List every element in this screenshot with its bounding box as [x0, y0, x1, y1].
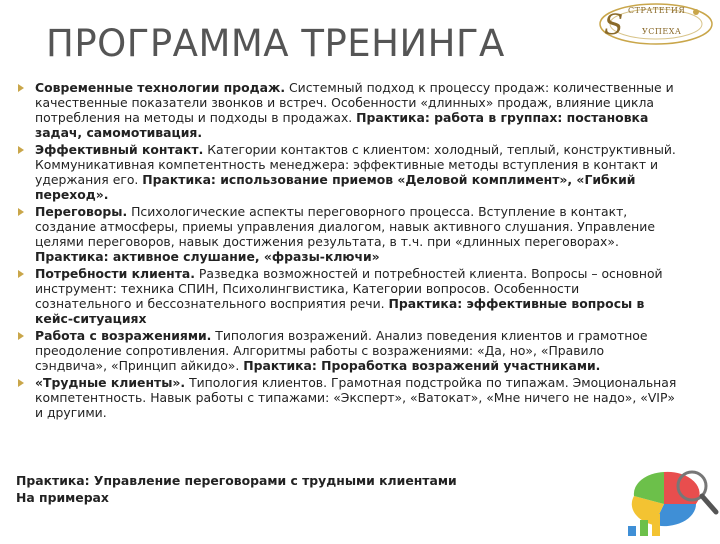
- list-item: [18, 375, 678, 420]
- item-heading: Работа с возражениями.: [35, 328, 212, 343]
- list-item: [18, 266, 678, 326]
- item-text: Типология возражений. Анализ поведения клиентов и грамотное преодоление сопротивления. Алгоритмы работы с возражениями: «Да, но», «Правило сэндвича», «Принцип айкидо».: [35, 328, 648, 373]
- page-title: ПРОГРАММА ТРЕНИНГА: [46, 22, 505, 65]
- logo-text: УСПЕХА: [642, 27, 682, 36]
- logo-text: СТРАТЕГИЯ: [628, 6, 686, 15]
- item-practice: Практика: эффективные вопросы в кейс-ситуациях: [35, 296, 645, 326]
- company-logo: [598, 0, 716, 48]
- item-text: Разведка возможностей и потребностей клиента. Вопросы – основной инструмент: техника СПИН, Психолингвистика, Категории вопросов. Особенности сознательного и бессознательного восприятия речи.: [35, 266, 663, 311]
- bullet-arrow-icon: [18, 379, 24, 387]
- bullet-arrow-icon: [18, 208, 24, 216]
- list-item: [18, 204, 678, 264]
- footer-line: Практика: Управление переговорами с трудными клиентами: [16, 473, 457, 488]
- bullet-arrow-icon: [18, 146, 24, 154]
- list-item: [18, 328, 678, 373]
- list-item: [18, 80, 678, 140]
- training-program-list: [18, 80, 678, 422]
- item-heading: Эффективный контакт.: [35, 142, 204, 157]
- item-heading: Потребности клиента.: [35, 266, 195, 281]
- svg-text:S: S: [604, 8, 624, 41]
- bullet-arrow-icon: [18, 84, 24, 92]
- item-text: Системный подход к процессу продаж: количественные и качественные показатели звонков и встреч. Особенности «длинных» продаж, влияние цикла потребления на методы и подходы в продажах.: [35, 80, 674, 125]
- item-text: Типология клиентов. Грамотная подстройка по типажам. Эмоциональная компетентность. Навык работы с типажами: «Эксперт», «Ватокат», «Мне ничего не надо», «VIP» и другими.: [35, 375, 677, 420]
- list-item: [18, 142, 678, 202]
- footer-line: На примерах: [16, 490, 109, 505]
- item-heading: Переговоры.: [35, 204, 128, 219]
- bullet-arrow-icon: [18, 270, 24, 278]
- item-heading: «Трудные клиенты».: [35, 375, 186, 390]
- item-practice: Практика: активное слушание, «фразы-ключи»: [35, 249, 380, 264]
- item-practice: Практика: использование приемов «Деловой комплимент», «Гибкий переход».: [35, 172, 636, 202]
- item-practice: Практика: Проработка возражений участниками.: [243, 358, 601, 373]
- pie-chart-magnifier-icon: [608, 452, 720, 540]
- item-practice: Практика: работа в группах: постановка задач, самомотивация.: [35, 110, 649, 140]
- item-text: Психологические аспекты переговорного процесса. Вступление в контакт, создание атмосферы, приемы управления диалогом, навык активного слушания. Управление целями переговоров, навык достижения результата, в т.ч. при «длинных переговорах».: [35, 204, 655, 249]
- item-heading: Современные технологии продаж.: [35, 80, 286, 95]
- bullet-arrow-icon: [18, 332, 24, 340]
- decorative-chart-image: [608, 452, 720, 540]
- footer-practice: [16, 472, 457, 506]
- item-text: Категории контактов с клиентом: холодный, теплый, конструктивный. Коммуникативная компетентность менеджера: эффективные методы вступления в контакт и удержания его.: [35, 142, 676, 187]
